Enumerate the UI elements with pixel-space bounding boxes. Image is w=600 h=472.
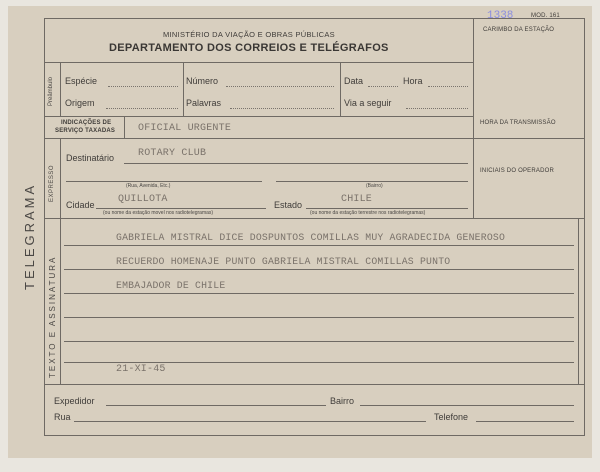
department-title: DEPARTAMENTO DOS CORREIOS E TELÉGRAFOS <box>109 42 389 54</box>
palavras-field[interactable] <box>230 108 334 109</box>
service-value: OFICIAL URGENTE <box>138 123 232 134</box>
especie-field[interactable] <box>108 86 178 87</box>
rua-label: Rua <box>54 412 71 422</box>
telegram-form <box>8 6 592 458</box>
origem-field[interactable] <box>106 108 178 109</box>
especie-label: Espécie <box>65 76 98 86</box>
stamp-number: 1338 <box>487 10 514 22</box>
data-label: Data <box>344 76 364 86</box>
station-stamp-label: CARIMBO DA ESTAÇÃO <box>483 27 555 33</box>
cidade-hint: (ou nome da estação movel nos radiotelegramas) <box>103 210 214 216</box>
expedidor-label: Expedidor <box>54 396 95 406</box>
expresso-vertical-label: EXPRESSO <box>49 164 55 202</box>
estado-value: CHILE <box>341 194 373 205</box>
bairro-label: Bairro <box>330 396 355 406</box>
preambulo-vertical-label: Preâmbulo <box>48 76 54 106</box>
iniciais-operador-label: INICIAIS DO OPERADOR <box>480 168 555 174</box>
message-date: 21-XI-45 <box>116 364 166 375</box>
estado-label: Estado <box>274 200 303 210</box>
telefone-label: Telefone <box>434 412 469 422</box>
telegrama-vertical-label: TELEGRAMA <box>22 182 37 290</box>
message-line-1: GABRIELA MISTRAL DICE DOSPUNTOS COMILLAS MUY AGRADECIDA GENEROSO <box>116 232 506 243</box>
service-label-line2: SERVIÇO TAXADAS <box>55 128 116 134</box>
destinatario-label: Destinatário <box>66 153 115 163</box>
message-line-3: EMBAJADOR DE CHILE <box>116 280 226 291</box>
texto-assinatura-vertical-label: TEXTO E ASSINATURA <box>48 255 57 378</box>
ministry-title: MINISTÉRIO DA VIAÇÃO E OBRAS PÚBLICAS <box>163 30 335 39</box>
destinatario-value: ROTARY CLUB <box>138 148 207 159</box>
via-field[interactable] <box>406 108 468 109</box>
rua-hint: (Rua, Avenida, Etc.) <box>126 183 171 189</box>
data-field[interactable] <box>368 86 398 87</box>
origem-label: Origem <box>65 98 95 108</box>
message-line-2: RECUERDO HOMENAJE PUNTO GABRIELA MISTRAL COMILLAS PUNTO <box>116 256 451 267</box>
via-label: Via a seguir <box>344 98 392 108</box>
hora-field[interactable] <box>428 86 468 87</box>
cidade-label: Cidade <box>66 200 95 210</box>
palavras-label: Palavras <box>186 98 222 108</box>
hora-label: Hora <box>403 76 423 86</box>
hora-transmissao-label: HORA DA TRANSMISSÃO <box>480 120 556 126</box>
bairro-hint: (Bairro) <box>366 183 383 189</box>
numero-field[interactable] <box>226 86 334 87</box>
cidade-value: QUILLOTA <box>118 194 168 205</box>
estado-hint: (ou nome da estação terrestre nos radiotelegramas) <box>310 210 426 216</box>
numero-label: Número <box>186 76 219 86</box>
service-label-line1: INDICAÇÕES DE <box>61 120 112 126</box>
model-number: MOD. 161 <box>531 13 560 19</box>
